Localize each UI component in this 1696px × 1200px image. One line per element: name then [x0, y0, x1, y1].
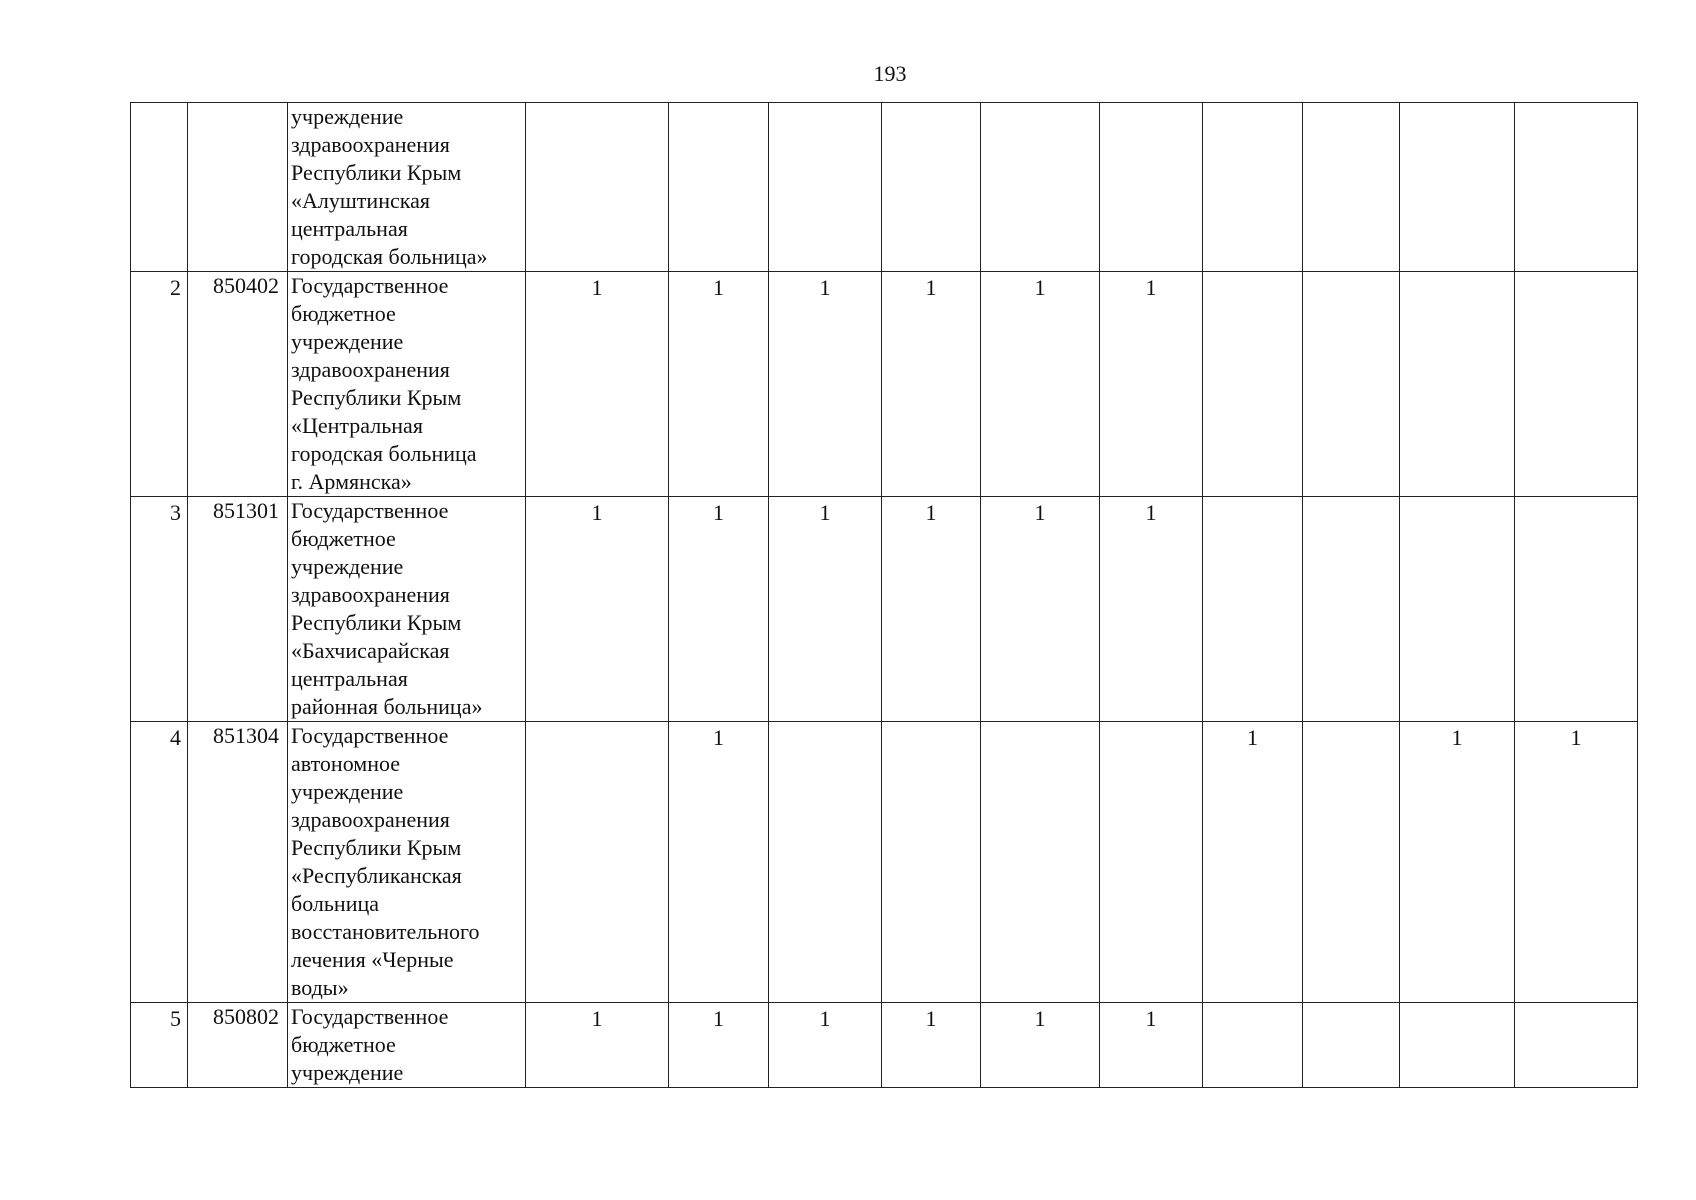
facility-code-cell [188, 103, 288, 272]
facility-name-cell [288, 1003, 526, 1088]
value-cell [1515, 1003, 1638, 1088]
value-cell: 1 [769, 1003, 882, 1088]
facility-name-line: воды» [291, 975, 349, 1000]
facility-name-line: учреждение [291, 329, 404, 354]
facility-name-line: здравоохранения [291, 807, 450, 832]
row-number-cell: 5 [131, 1003, 188, 1088]
value-cell: 1 [1515, 722, 1638, 1003]
value-cell [526, 103, 669, 272]
facility-name-line: здравоохранения [291, 357, 450, 382]
facility-table [130, 102, 1638, 1088]
value-cell [1400, 497, 1515, 722]
table-body [131, 103, 1638, 1088]
value-cell [769, 722, 882, 1003]
facility-name-line: центральная [291, 216, 408, 241]
value-cell [1100, 103, 1203, 272]
value-cell: 1 [882, 497, 981, 722]
table-row [131, 497, 1638, 722]
facility-name-line: здравоохранения [291, 582, 450, 607]
row-number-cell [131, 103, 188, 272]
value-cell: 1 [669, 497, 769, 722]
facility-name-line: бюджетное [291, 1032, 396, 1057]
facility-code-cell: 851301 [188, 497, 288, 722]
value-cell: 1 [526, 272, 669, 497]
value-cell: 1 [769, 272, 882, 497]
facility-code-cell: 850402 [188, 272, 288, 497]
value-cell [1203, 1003, 1303, 1088]
value-cell [1303, 272, 1400, 497]
facility-name-line: «Центральная [291, 413, 423, 438]
row-number-cell: 2 [131, 272, 188, 497]
value-cell: 1 [981, 272, 1100, 497]
value-cell [1400, 1003, 1515, 1088]
value-cell: 1 [882, 272, 981, 497]
value-cell: 1 [1100, 497, 1203, 722]
value-cell: 1 [769, 497, 882, 722]
value-cell [981, 722, 1100, 1003]
facility-name-line: Государственное [291, 273, 449, 298]
value-cell [1515, 497, 1638, 722]
value-cell [1303, 722, 1400, 1003]
value-cell [1100, 722, 1203, 1003]
facility-name-line: Республики Крым [291, 385, 462, 410]
value-cell: 1 [1400, 722, 1515, 1003]
facility-name-line: центральная [291, 666, 408, 691]
facility-name-line: лечения «Черные [291, 947, 454, 972]
facility-name-line: «Бахчисарайская [291, 638, 450, 663]
facility-name-line: больница [291, 891, 379, 916]
table-row [131, 103, 1638, 272]
value-cell [669, 103, 769, 272]
facility-name-line: учреждение [291, 104, 404, 129]
row-number-cell: 4 [131, 722, 188, 1003]
value-cell: 1 [1203, 722, 1303, 1003]
facility-name-line: «Алуштинская [291, 188, 430, 213]
value-cell [1203, 103, 1303, 272]
facility-name-line: «Республиканская [291, 863, 462, 888]
facility-name-line: Республики Крым [291, 610, 462, 635]
facility-name-line: бюджетное [291, 526, 396, 551]
table-row [131, 722, 1638, 1003]
value-cell: 1 [669, 272, 769, 497]
facility-name-line: автономное [291, 751, 401, 776]
value-cell [1203, 272, 1303, 497]
value-cell [1400, 272, 1515, 497]
facility-name-line: учреждение [291, 1060, 404, 1085]
facility-name-line: Государственное [291, 1004, 449, 1029]
value-cell [1303, 103, 1400, 272]
facility-name-line: городская больница [291, 441, 477, 466]
facility-name-line: г. Армянска» [291, 469, 412, 494]
value-cell [981, 103, 1100, 272]
value-cell: 1 [981, 1003, 1100, 1088]
facility-code-cell: 850802 [188, 1003, 288, 1088]
facility-name-line: Государственное [291, 723, 449, 748]
value-cell: 1 [669, 1003, 769, 1088]
facility-name-line: здравоохранения [291, 132, 450, 157]
facility-name-line: городская больница» [291, 244, 488, 269]
facility-name-cell [288, 722, 526, 1003]
value-cell [526, 722, 669, 1003]
facility-name-line: восстановительного [291, 919, 480, 944]
value-cell: 1 [526, 497, 669, 722]
facility-name-line: учреждение [291, 779, 404, 804]
facility-name-line: бюджетное [291, 301, 396, 326]
value-cell: 1 [981, 497, 1100, 722]
facility-name-line: Государственное [291, 498, 449, 523]
value-cell: 1 [526, 1003, 669, 1088]
facility-name-line: Республики Крым [291, 160, 462, 185]
facility-name-cell [288, 272, 526, 497]
table-row [131, 272, 1638, 497]
page-number: 193 [873, 61, 907, 86]
facility-name-cell [288, 103, 526, 272]
facility-name-line: Республики Крым [291, 835, 462, 860]
value-cell: 1 [1100, 1003, 1203, 1088]
value-cell [1515, 272, 1638, 497]
value-cell [1203, 497, 1303, 722]
row-number-cell: 3 [131, 497, 188, 722]
value-cell [769, 103, 882, 272]
value-cell [1515, 103, 1638, 272]
facility-code-cell: 851304 [188, 722, 288, 1003]
facility-name-cell [288, 497, 526, 722]
value-cell: 1 [1100, 272, 1203, 497]
value-cell [882, 722, 981, 1003]
value-cell: 1 [882, 1003, 981, 1088]
table-row [131, 1003, 1638, 1088]
value-cell [1303, 1003, 1400, 1088]
value-cell [1303, 497, 1400, 722]
value-cell [882, 103, 981, 272]
value-cell: 1 [669, 722, 769, 1003]
facility-name-line: учреждение [291, 554, 404, 579]
value-cell [1400, 103, 1515, 272]
facility-name-line: районная больница» [291, 694, 483, 719]
